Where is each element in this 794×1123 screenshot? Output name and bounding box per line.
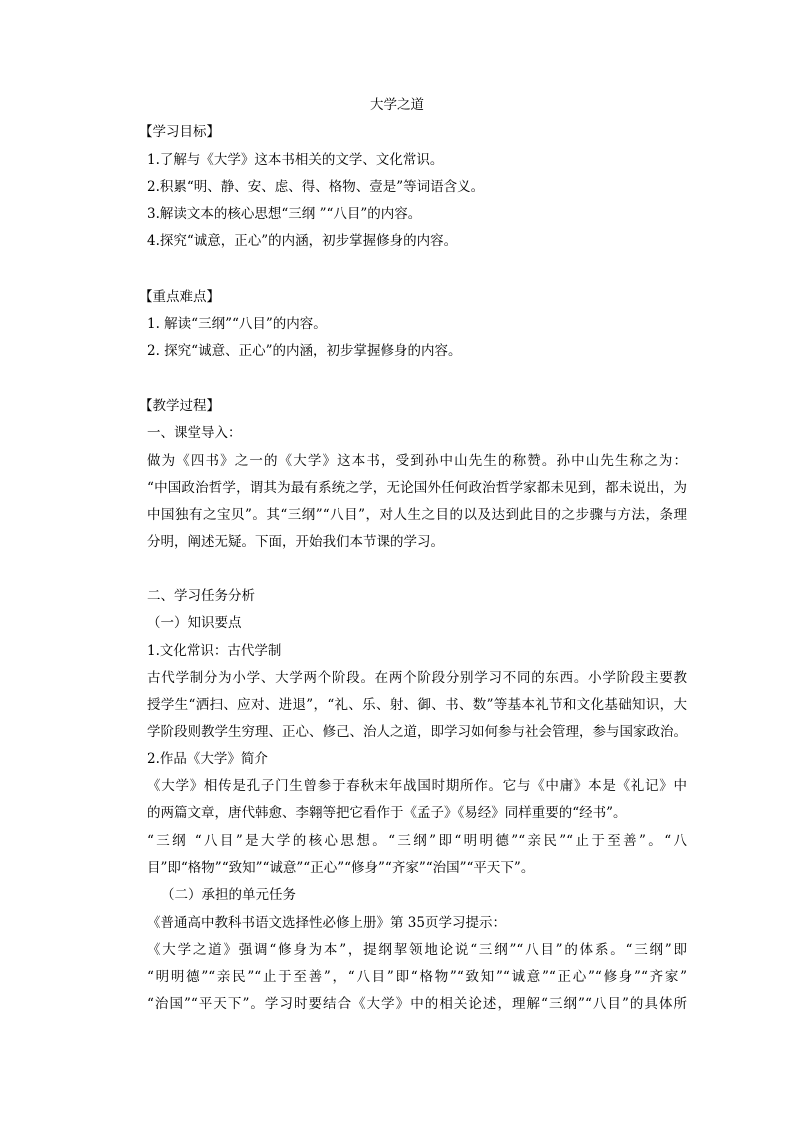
key-point-item: 2. 探究“诚意、正心”的内涵，初步掌握修身的内容。 [147, 343, 462, 359]
paragraph-line: “明明德”“亲民”“止于至善”，“八目”即“格物”“致知”“诚意”“正心”“修身”“齐家” [147, 969, 687, 985]
goal-item: 2.积累“明、静、安、虑、得、格物、壹是”等词语含义。 [147, 179, 485, 195]
paragraph-line: 的两篇文章，唐代韩愈、李翱等把它看作于《孟子》《易经》同样重要的“经书”。 [147, 805, 627, 821]
goals-heading: 【学习目标】 [139, 124, 220, 140]
paragraph-line: 《大学之道》强调“修身为本”，提纲挈领地论说“三纲”“八目”的体系。“三纲”即 [147, 942, 687, 958]
goal-item: 3.解读文本的核心思想“三纲 ”“八目”的内容。 [147, 206, 422, 222]
work-heading: 2.作品《大学》简介 [147, 751, 268, 767]
goal-item: 1.了解与《大学》这本书相关的文学、文化常识。 [147, 152, 444, 168]
process-heading: 【教学过程】 [139, 398, 220, 414]
paragraph-line: 《普通高中教科书语文选择性必修上册》第 35页学习提示： [147, 915, 506, 931]
key-points-heading: 【重点难点】 [139, 289, 220, 305]
page-title: 大学之道 [370, 97, 424, 113]
paragraph-line: 目”即“格物”“致知”“诚意”“正心”“修身”“齐家”“治国”“平天下”。 [147, 860, 535, 876]
analysis-heading: 二、学习任务分析 [147, 588, 255, 604]
paragraph-line: 中国独有之宝贝”。其“三纲”“八目”，对人生之目的以及达到此目的之步骤与方法，条理 [147, 507, 687, 523]
key-point-item: 1. 解读“三纲”“八目”的内容。 [147, 316, 327, 332]
paragraph-line: 授学生“洒扫、应对、进退”，“礼、乐、射、御、书、数”等基本礼节和文化基础知识，大 [147, 697, 687, 713]
paragraph-line: “治国”“平天下”。学习时要结合《大学》中的相关论述，理解“三纲”“八目”的具体所 [147, 996, 687, 1012]
knowledge-heading: （一）知识要点 [147, 615, 242, 631]
paragraph-line: 古代学制分为小学、大学两个阶段。在两个阶段分别学习不同的东西。小学阶段主要教 [147, 670, 687, 686]
paragraph-line: “中国政治哲学，谓其为最有系统之学，无论国外任何政治哲学家都未见到，都未说出，为 [147, 480, 687, 496]
unit-task-heading: （二）承担的单元任务 [161, 887, 296, 903]
paragraph-line: “三纲 “八目”是大学的核心思想。“三纲”即“明明德”“亲民”“止于至善”。“八 [147, 833, 687, 849]
intro-heading: 一、课堂导入： [147, 425, 242, 441]
paragraph-line: 学阶段则教学生穷理、正心、修己、治人之道，即学习如何参与社会管理，参与国家政治。 [147, 724, 687, 740]
paragraph-line: 分明，阐述无疑。下面，开始我们本节课的学习。 [147, 534, 444, 550]
paragraph-line: 《大学》相传是孔子门生曾参于春秋末年战国时期所作。它与《中庸》本是《礼记》中 [147, 778, 687, 794]
goal-item: 4.探究“诚意，正心”的内涵，初步掌握修身的内容。 [147, 233, 458, 249]
culture-heading: 1.文化常识：古代学制 [147, 643, 282, 659]
paragraph-line: 做为《四书》之一的《大学》这本书，受到孙中山先生的称赞。孙中山先生称之为： [147, 453, 687, 469]
